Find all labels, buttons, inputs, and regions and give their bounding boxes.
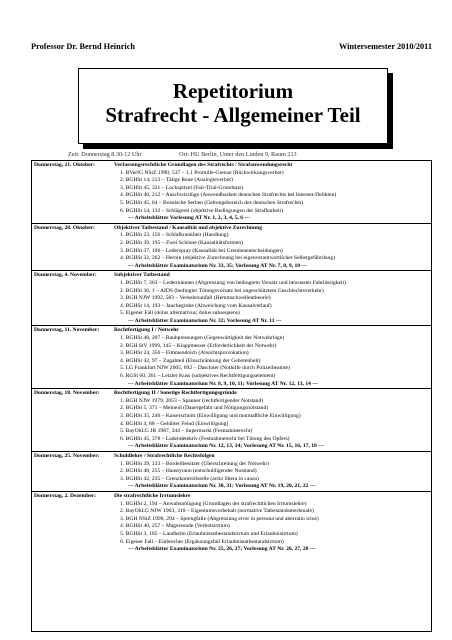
case-item: 2. BGHSt 36, 1 – AIDS (bedingter Tötungsvorsatz bei ungeschütztem Geschlechtsverkehr) (120, 287, 324, 294)
case-item: 2. BayObLG NJW 1963, 310 – Eigentumsvorbehalt (normative Tatbestandsmerkmale) (120, 508, 314, 515)
case-item: 3. BGHSt 24, 356 – Fimmendolch (Absichtsprovokation) (120, 350, 249, 357)
course-time: Zeit: Donnerstag 8.30-12 Uhr (68, 151, 142, 158)
case-item: 6. Eigener Fall – Einbrecher (Ergänzungsfall Erlaubnistatbestandsirrtum) (120, 538, 284, 545)
case-item: 4. BGHSt 42, 97 – Zugabteil (Einschränkung der Gebotenheit) (120, 357, 261, 364)
case-item: 1. BGHSt 39, 133 – Bordellbesitzer (Überschreitung der Notwehr) (120, 460, 270, 467)
case-item: 1. BGH NJW 1979, 2053 – Spanner (rechtfertigender Notstand) (120, 397, 264, 404)
case-item: 3. BGHSt 42, 235 – Grenzkontrollstelle (actio libera in causa) (120, 475, 259, 482)
case-item: 5. BayObLG JR 1987, 344 – Supermarkt (Festnahmerecht) (120, 428, 253, 435)
session-date: Donnerstag, 2. Dezember: (32, 491, 114, 553)
session-row (32, 271, 431, 326)
session-row (32, 326, 431, 389)
case-item: 4. BGHSt 40, 257 – Magersonde (Verbotsirrtum) (120, 523, 230, 530)
case-item: 1. BGHSt 23, 156 – Schlafkrankheit (Handlung) (120, 232, 229, 239)
course-meta (68, 151, 297, 158)
worksheet-reference: --- Arbeitsblätter Vorlesung AT Nr. 1, 2, 3, 4, 5, 6 --- (128, 215, 251, 222)
session-row (32, 451, 431, 491)
session-row (32, 223, 431, 271)
case-item: 6. BGHSt 14, 132 – Schlägerei (objektive Bedingungen der Strafbarkeit) (120, 207, 283, 214)
schedule-table (31, 160, 432, 632)
session-content (114, 389, 431, 452)
case-item: 5. Eigener Fall (dolus alternativus; dolus subsequens) (120, 310, 240, 317)
case-item: 1. BGHSt 48, 207 – Raubpressungen (Gegenwärtigkeit der Notwehrlage) (120, 335, 285, 342)
case-item: 2. BGH StV 1999, 145 – Klappmesser (Erforderlichkeit der Notwehr) (120, 342, 277, 349)
session-topic: Schuldlehre / Strafrechtliche Rechtsfolgen (114, 452, 215, 459)
case-item: 3. BGHSt 35, 246 – Kaiserschnitt (Einwilligung und mutmaßliche Einwilligung) (120, 413, 301, 419)
case-item: 5. LG Frankfurt NJW 2005, 692 – Daschner (Nothilfe durch Polizeibeamte) (120, 365, 290, 372)
case-item: 5. BGHSt 45, 64 – Bosnische Serben (Geltungsbereich des deutschen Strafrechts) (120, 199, 304, 206)
case-item: 2. BGHSt 5, 371 – Meineid (Dauergefahr und Nötigungsnotstand) (120, 405, 269, 412)
session-content (114, 161, 431, 223)
session-date: Donnerstag, 21. Oktober: (34, 162, 95, 168)
case-item: 2. BGHSt 39, 195 – Zwei Schüsse (Kausalitätsformen) (120, 239, 243, 246)
session-date: Donnerstag, 4. November: (32, 271, 114, 326)
session-content (114, 326, 431, 389)
semester: Wintersemester 2010/2011 (338, 42, 432, 51)
case-item: 2. BGHSt 48, 255 – Haustyrann (entschuldigender Notstand) (120, 468, 257, 475)
session-content (114, 271, 431, 326)
course-location: Ort: HU Berlin, Unter den Linden 9, Raum 213 (179, 151, 297, 158)
session-row (32, 161, 431, 223)
session-date: Donnerstag, 18. November: (32, 389, 114, 452)
worksheet-reference: --- Arbeitsblätter Examinatorium Nr. 32; Vorlesung AT Nr. 11 --- (128, 317, 282, 324)
session-content (114, 491, 431, 553)
session-topic: Rechtfertigung II / Sonstige Rechtfertigungsgründe (114, 390, 237, 397)
case-item: 5. BGHSt 3, 105 – Landheim (Erlaubnistatbestandsirrtum und Erlaubnisirrtum) (120, 530, 298, 537)
session-topic: Objektiver Tatbestand / Kausalität und objektive Zurechnung (114, 224, 263, 231)
worksheet-reference: --- Arbeitsblätter Examinatorium Nr. 25, 26, 27; Vorlesung AT Nr. 26, 27, 28 --- (128, 546, 316, 553)
author-name: Professor Dr. Bernd Heinrich (31, 42, 136, 51)
session-topic: Rechtfertigung I / Notwehr (114, 327, 179, 334)
case-item: 6. RGSt 60, 261 – Letzter Kuss (subjektives Rechtfertigungselement) (120, 373, 276, 380)
case-item: 2. BGHSt 14, 213 – Tätige Reue (Analogieverbot) (120, 177, 233, 184)
session-date: Donnerstag, 25. November: (32, 451, 114, 491)
page-header (31, 42, 432, 51)
title-box (78, 68, 388, 144)
worksheet-reference: --- Arbeitsblätter Examinatorium Nr. 12, 13, 14; Vorlesung AT Nr. 15, 16, 17, 18 --- (128, 443, 324, 450)
worksheet-reference: --- Arbeitsblätter Examinatorium Nr. 8, 9, 10, 11; Vorlesung AT Nr. 12, 13, 14 --- (128, 380, 318, 387)
title-line-2: Strafrecht - Allgemeiner Teil (105, 103, 361, 127)
case-item: 6. BGHSt 45, 378 – Ladendetektiv (Festnahmerecht bei Tötung des Opfers) (120, 435, 290, 442)
session-content (114, 451, 431, 491)
case-item: 4. BGHSt 32, 262 – Heroin (objektive Zurechnung bei eigenverantwortlicher Selbstgefährdung) (120, 255, 335, 262)
session-date: Donnerstag, 11. November: (32, 326, 114, 389)
case-item: 1. BGHSt 2, 194 – Anwaltsnötigung (Grundlagen der strafrechtlichen Irrtumslehre) (120, 500, 307, 507)
session-topic: Verfassungsrechtliche Grundlagen des Strafrechts / Strafanwendungsrecht (114, 162, 293, 168)
case-item: 4. BGHSt 14, 193 – Jauchegrube (Abweichung vom Kausalverlauf) (120, 302, 272, 309)
case-item: 1. BGHSt 7, 363 – Ledermiemen (Abgrenzung von bedingtem Vorsatz und bewusster Fahrlässigkeit) (120, 279, 346, 286)
schedule-body (32, 161, 431, 554)
case-item: 3. BGHSt 37, 106 – Lederspray (Kausalität bei Gremienentscheidungen) (120, 247, 283, 254)
session-row (32, 389, 431, 452)
title-line-1: Repetitorium (172, 79, 294, 103)
case-item: 3. BGHSt 45, 321 – Lockspitzel (Fair-Trial-Grundsatz) (120, 184, 244, 191)
session-content (114, 223, 431, 271)
case-item: 4. BGHSt 46, 212 – Auschwitzlüge (Anwendbarkeit deutschen Strafrechts bei Internet-Delikten) (120, 192, 337, 199)
case-item: 4. BGHSt 4, 88 – Gelübter Feind (Einwilligung) (120, 420, 229, 427)
worksheet-reference: --- Arbeitsblätter Examinatorium Nr. 30, 31; Vorlesung AT Nr. 19, 20, 21, 22 --- (128, 483, 316, 490)
case-item: 1. BVerfG NStZ 1990, 537 – 1,1 Promille-Grenze (Rückwirkungsverbot) (120, 169, 284, 176)
case-item: 3. BGH NJW 1992, 583 – Verkehrsunfall (Hemmschwellentheorie) (120, 295, 271, 302)
session-date: Donnerstag, 28. Oktober: (32, 223, 114, 271)
session-topic: Subjektiver Tatbestand (114, 272, 170, 279)
session-topic: Die strafrechtliche Irrtumslehre (114, 492, 191, 499)
session-row (32, 491, 431, 553)
worksheet-reference: --- Arbeitsblätter Examinatorium Nr. 33, 35; Vorlesung AT Nr. 7, 8, 9, 10 --- (128, 262, 308, 269)
case-item: 3. BGH NStZ 1998, 294 – Sprengfalle (Abgrenzung error in persona und aberratio ictus) (120, 515, 319, 522)
